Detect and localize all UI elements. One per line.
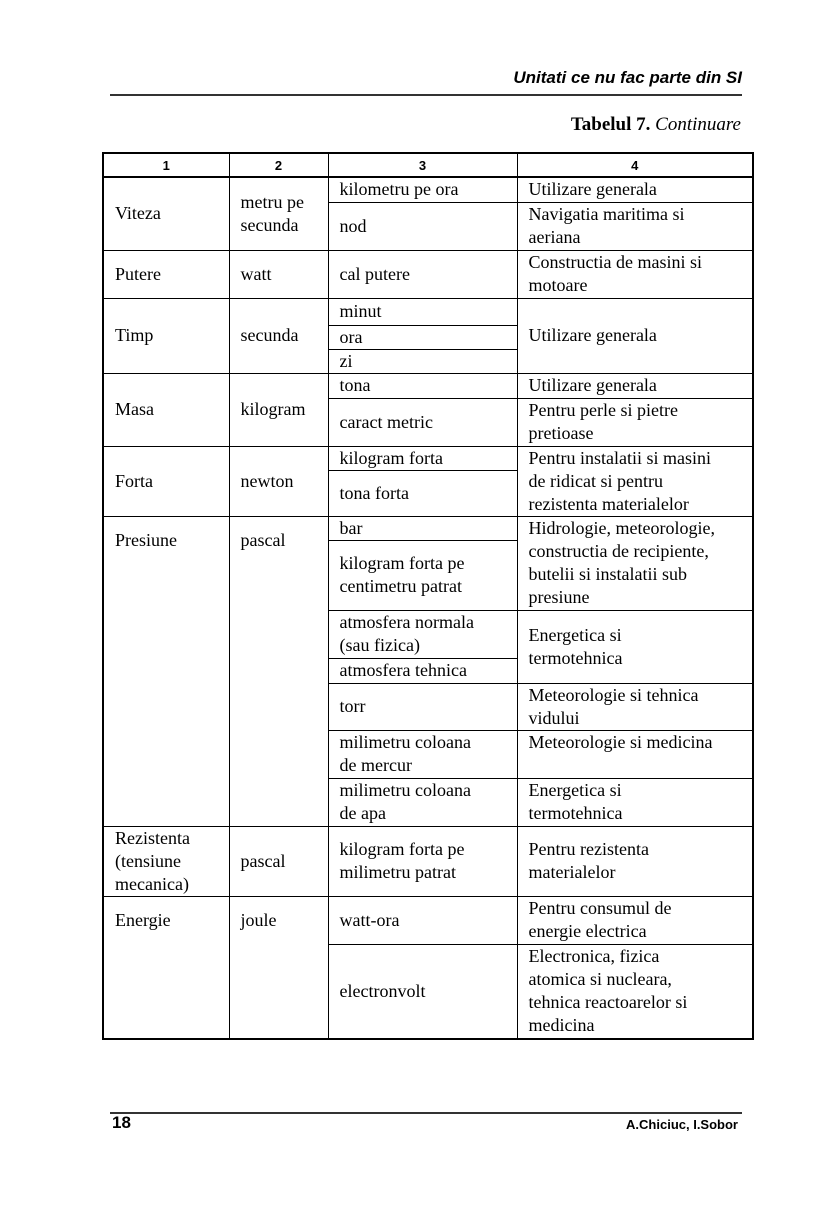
unit-cell: kilometru pe ora: [328, 177, 517, 202]
si-unit-cell: newton: [229, 446, 328, 516]
use-cell: Constructia de masini si motoare: [517, 250, 753, 298]
si-unit-cell: watt: [229, 250, 328, 298]
use-cell: Electronica, fizica atomica si nucleara, tehnica reactoarelor si medicina: [517, 944, 753, 1039]
unit-cell: milimetru coloana de mercur: [328, 730, 517, 778]
page-number: 18: [112, 1113, 131, 1132]
table-row: [103, 446, 753, 470]
si-unit-cell: pascal: [229, 516, 328, 826]
table-row: [103, 896, 753, 944]
use-cell: Pentru rezistenta materialelor: [517, 826, 753, 896]
quantity-cell: Timp: [103, 298, 229, 373]
unit-cell: kilogram forta: [328, 446, 517, 470]
unit-cell: cal putere: [328, 250, 517, 298]
unit-cell: minut: [328, 298, 517, 325]
unit-cell: atmosfera tehnica: [328, 658, 517, 683]
use-cell: Utilizare generala: [517, 298, 753, 373]
unit-cell: electronvolt: [328, 944, 517, 1039]
quantity-cell: Rezistenta (tensiune mecanica): [103, 826, 229, 896]
unit-cell: ora: [328, 325, 517, 349]
footer-authors: A.Chiciuc, I.Sobor: [626, 1117, 738, 1132]
use-cell: Utilizare generala: [517, 373, 753, 398]
unit-cell: caract metric: [328, 398, 517, 446]
table-row: [103, 250, 753, 298]
quantity-cell: Viteza: [103, 177, 229, 250]
quantity-cell: Presiune: [103, 516, 229, 826]
table-row: [103, 516, 753, 540]
unit-cell: nod: [328, 202, 517, 250]
table-row: [103, 373, 753, 398]
quantity-cell: Forta: [103, 446, 229, 516]
si-unit-cell: metru pe secunda: [229, 177, 328, 250]
unit-cell: zi: [328, 349, 517, 373]
header-rule: [110, 94, 742, 96]
units-table: [102, 152, 754, 1040]
footer-rule: [110, 1112, 742, 1114]
si-unit-cell: joule: [229, 896, 328, 1039]
unit-cell: tona forta: [328, 470, 517, 516]
caption-label: Tabelul 7.: [570, 114, 651, 135]
quantity-cell: Masa: [103, 373, 229, 446]
running-header: Unitati ce nu fac parte din SI: [513, 68, 742, 87]
unit-cell: torr: [328, 683, 517, 730]
quantity-cell: Putere: [103, 250, 229, 298]
si-unit-cell: secunda: [229, 298, 328, 373]
use-cell: Meteorologie si medicina: [517, 730, 753, 778]
column-header: 4: [517, 153, 753, 177]
si-unit-cell: kilogram: [229, 373, 328, 446]
unit-cell: kilogram forta pe centimetru patrat: [328, 540, 517, 610]
unit-cell: kilogram forta pe milimetru patrat: [328, 826, 517, 896]
column-header: 3: [328, 153, 517, 177]
unit-cell: tona: [328, 373, 517, 398]
unit-cell: milimetru coloana de apa: [328, 778, 517, 826]
unit-cell: bar: [328, 516, 517, 540]
use-cell: Pentru perle si pietre pretioase: [517, 398, 753, 446]
column-header: 1: [103, 153, 229, 177]
table-row: [103, 298, 753, 325]
use-cell: Hidrologie, meteorologie, constructia de recipiente, butelii si instalatii sub presiune: [517, 516, 753, 610]
table-row: [103, 177, 753, 202]
column-header: 2: [229, 153, 328, 177]
si-unit-cell: pascal: [229, 826, 328, 896]
use-cell: Energetica si termotehnica: [517, 610, 753, 683]
table-caption: [571, 114, 741, 136]
use-cell: Utilizare generala: [517, 177, 753, 202]
use-cell: Pentru instalatii si masini de ridicat si pentru rezistenta materialelor: [517, 446, 753, 516]
use-cell: Meteorologie si tehnica vidului: [517, 683, 753, 730]
unit-cell: watt-ora: [328, 896, 517, 944]
caption-note: Continuare: [655, 114, 741, 135]
table-header-row: [103, 153, 753, 177]
unit-cell: atmosfera normala (sau fizica): [328, 610, 517, 658]
use-cell: Pentru consumul de energie electrica: [517, 896, 753, 944]
quantity-cell: Energie: [103, 896, 229, 1039]
table-row: [103, 826, 753, 896]
use-cell: Energetica si termotehnica: [517, 778, 753, 826]
use-cell: Navigatia maritima si aeriana: [517, 202, 753, 250]
